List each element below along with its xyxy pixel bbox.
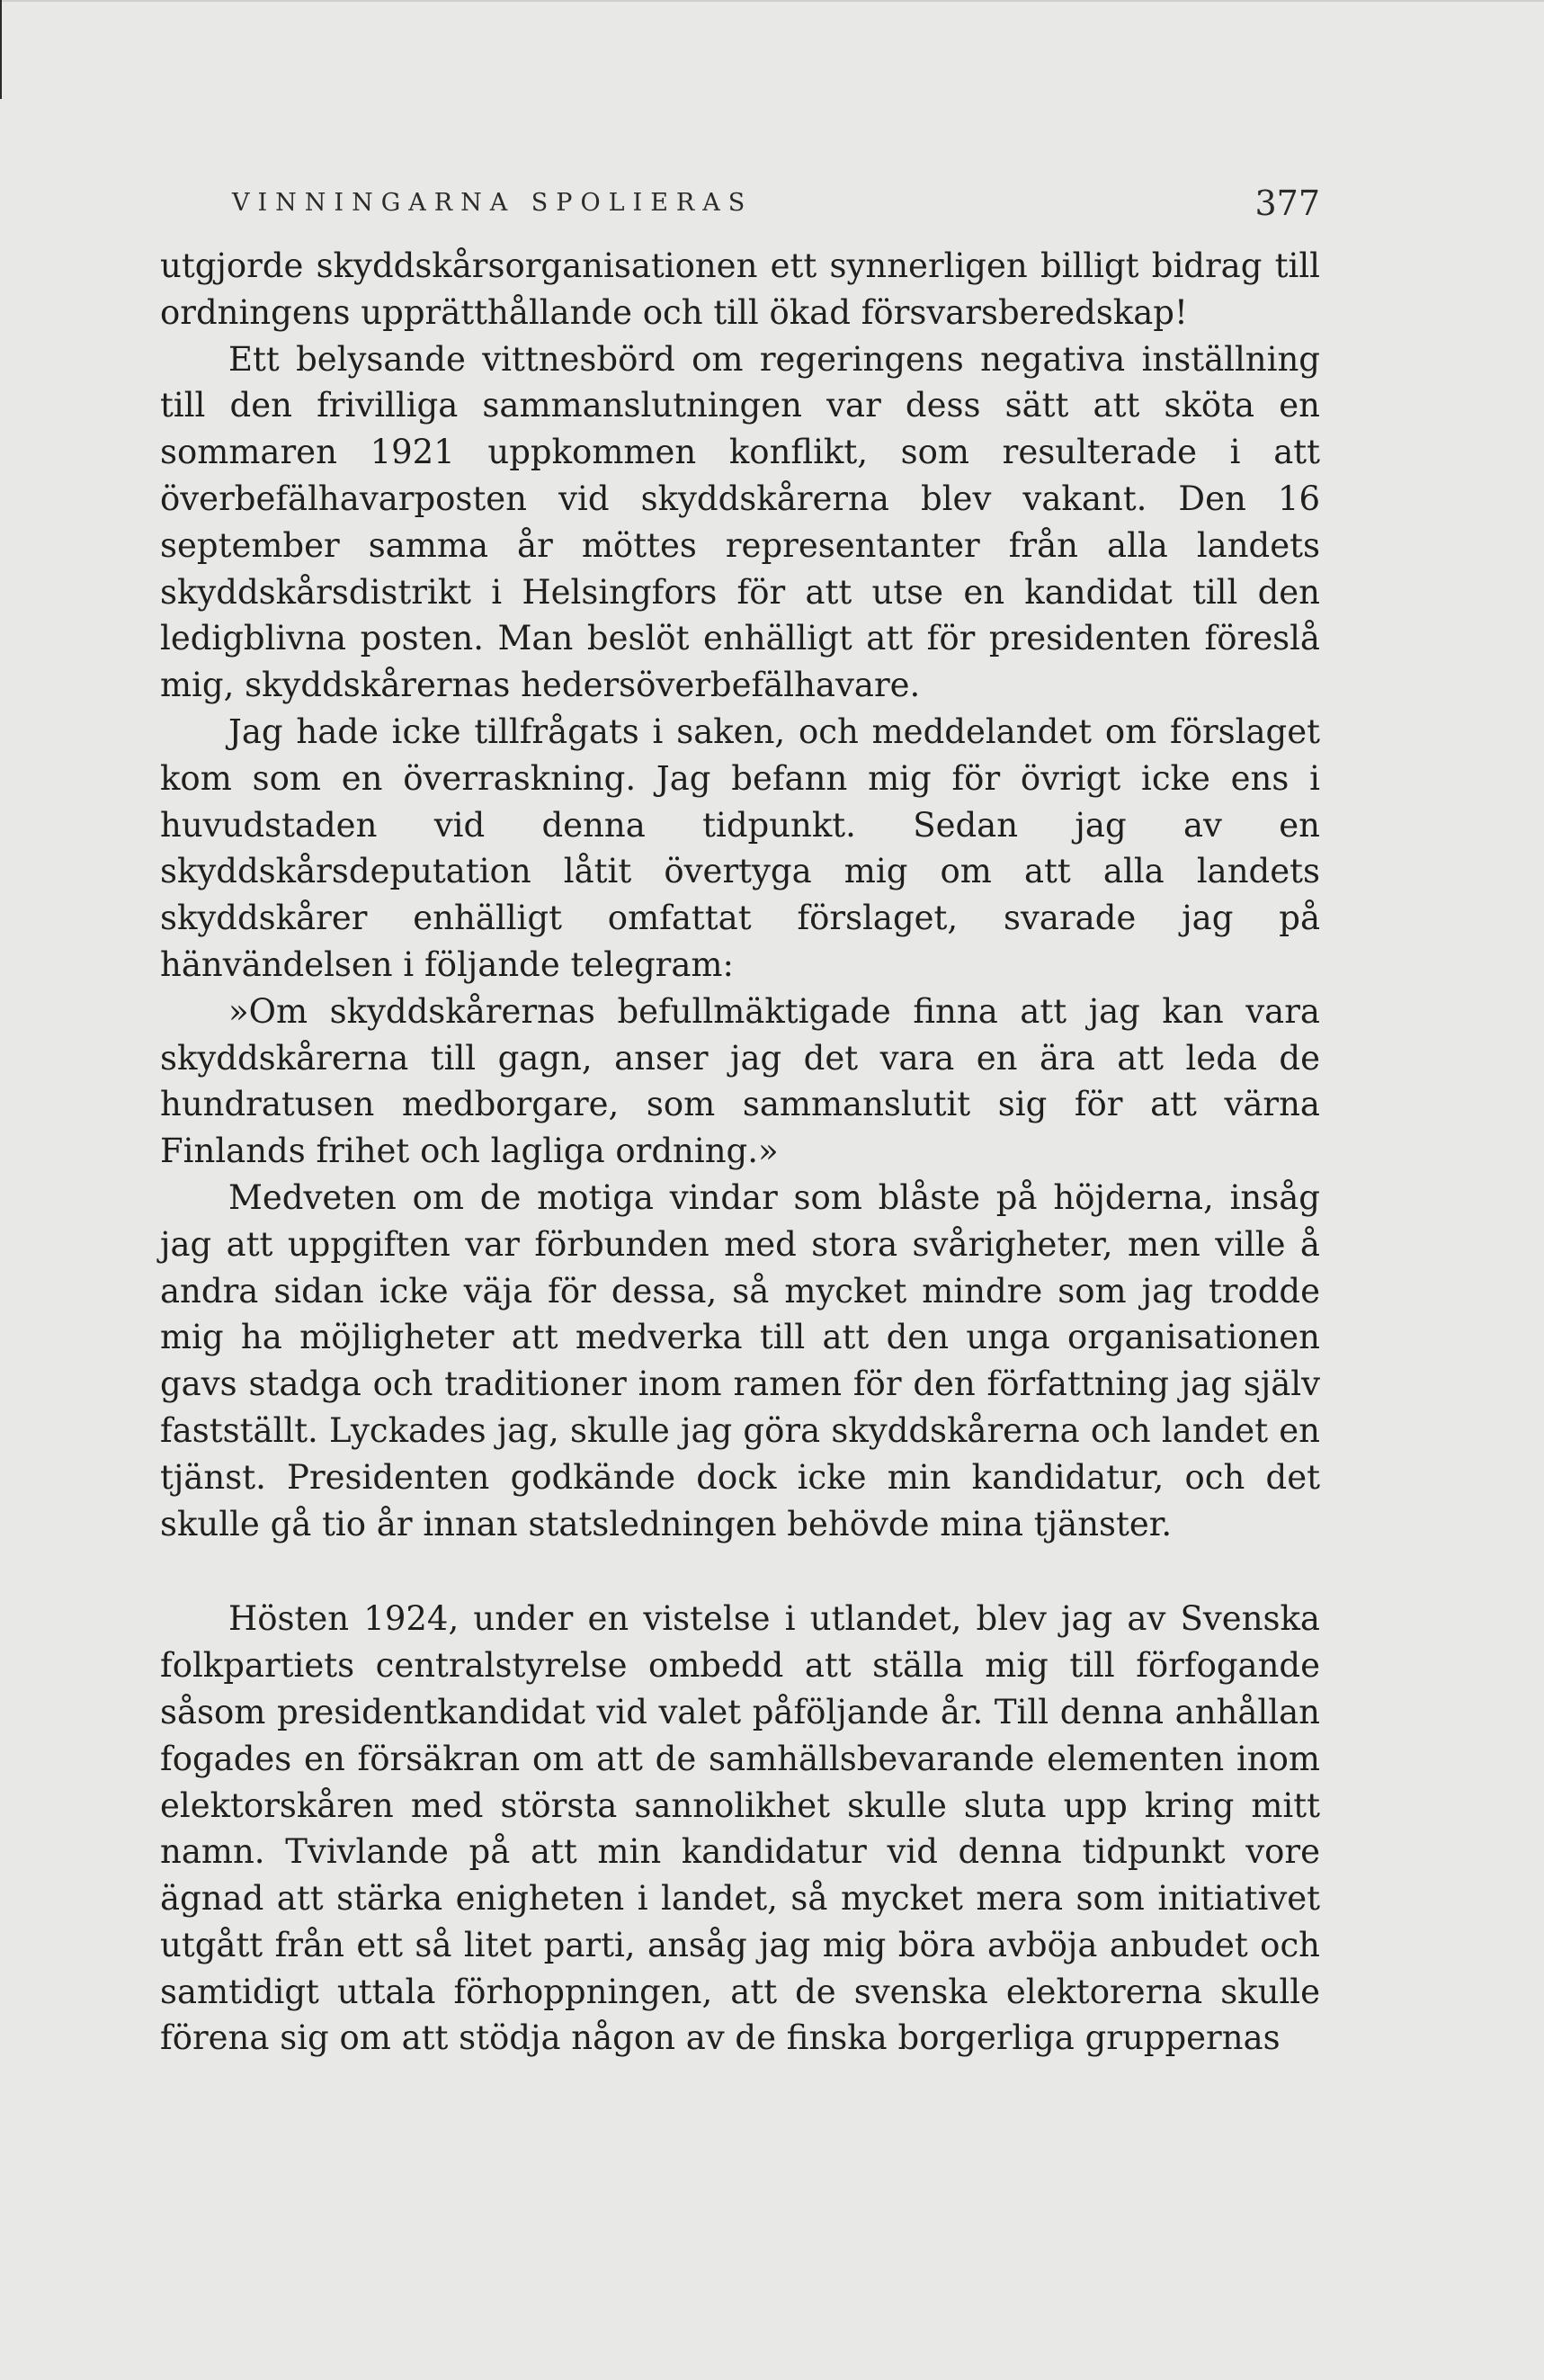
paragraph-telegram-quote: »Om skyddskårernas befullmäktigade finna att jag kan vara skyddskårerna till gagn, anser jag det vara en ära att leda de hundratusen medborgare, som sammanslutit sig för att värna Finlands frihet och lagliga ordning.»	[160, 991, 1320, 1171]
paragraph: Jag hade icke tillfrågats i saken, och meddelandet om förslaget kom som en överraskning. Jag befann mig för övrigt icke ens i huvudstaden vid denna tidpunkt. Sedan jag av en skyddskårsdeputation låtit övertyga mig om att alla landets skyddskårer enhälligt omfattat förslaget, svarade jag på hänvändelsen i följande telegram:	[160, 711, 1320, 984]
paragraph: Medveten om de motiga vindar som blåste på höjderna, insåg jag att uppgiften var förbunden med stora svårigheter, men ville å andra sidan icke väja för dessa, så mycket mindre som jag trodde mig ha möjligheter att medverka till att den unga organisationen gavs stadga och traditioner inom ramen för den författning jag själv fastställt. Lyckades jag, skulle jag göra skyddskårerna och landet en tjänst. Presidenten godkände dock icke min kandidatur, och det skulle gå tio år innan statsledningen behövde mina tjänster.	[160, 1177, 1320, 1543]
running-head-title: VINNINGARNA SPOLIERAS	[232, 189, 754, 217]
scan-edge-top	[0, 0, 1544, 2]
paragraph-continuation: utgjorde skyddskårsorganisationen ett synnerligen billigt bidrag till ordningens upprätthållande och till ökad försvarsberedskap!	[160, 246, 1320, 332]
scan-edge-left	[0, 0, 2, 99]
paragraph-new-section: Hösten 1924, under en vistelse i utlandet, blev jag av Svenska folkpartiets centralstyrelse ombedd att ställa mig till förfogande såsom presidentkandidat vid valet påföljande år. Till denna anhållan fogades en försäkran om att de samhällsbevarande elementen inom elektorskåren med största sannolikhet skulle sluta upp kring mitt namn. Tvivlande på att min kandidatur vid denna tidpunkt vore ägnad att stärka enigheten i landet, så mycket mera som initiativet utgått från ett så litet parti, ansåg jag mig böra avböja anbudet och samtidigt uttala förhoppningen, att de svenska elektorerna skulle förena sig om att stödja någon av de finska borgerliga gruppernas	[160, 1599, 1320, 2058]
book-page	[160, 180, 1320, 2062]
paragraph: Ett belysande vittnesbörd om regeringens negativa inställning till den frivilliga sammanslutningen var dess sätt att sköta en sommaren 1921 uppkommen konflikt, som resulterade i att överbefälhavarposten vid skyddskårerna blev vakant. Den 16 september samma år möttes representanter från alla landets skyddskårsdistrikt i Helsingfors för att utse en kandidat till den ledigblivna posten. Man beslöt enhälligt att för presidenten föreslå mig, skyddskårernas hedersöverbefälhavare.	[160, 339, 1320, 705]
running-head	[160, 180, 1320, 243]
page-number: 377	[1254, 183, 1320, 223]
body-text	[160, 243, 1320, 2062]
